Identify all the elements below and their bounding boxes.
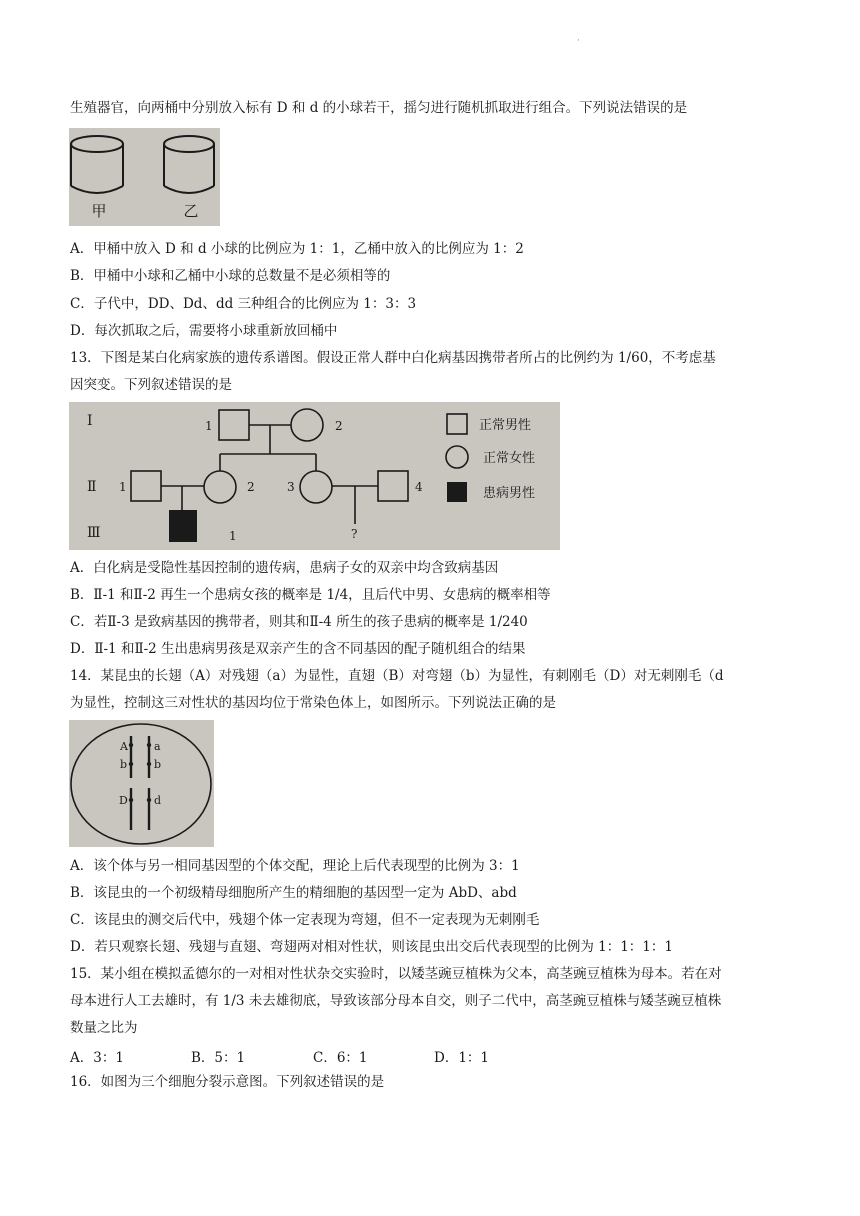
gen2-number-4: 4 (415, 480, 423, 494)
q15-option-a: A．3：1 (70, 1050, 124, 1066)
q14-chromosome-figure (69, 720, 214, 847)
q13-option-b: B．Ⅱ-1 和Ⅱ-2 再生一个患病女孩的概率是 1/4，且后代中男、女患病的概率相等 (70, 587, 551, 603)
legend-normal-female: 正常女性 (483, 451, 536, 466)
q13-option-d: D．Ⅱ-1 和Ⅱ-2 生出患病男孩是双亲产生的含不同基因的配子随机组合的结果 (70, 641, 526, 657)
q14-option-a: A．该个体与另一相同基因型的个体交配，理论上后代表现型的比例为 3：1 (70, 858, 520, 874)
q15-stem-line3: 数量之比为 (70, 1020, 138, 1036)
gen2-number-1: 1 (119, 480, 127, 494)
q13-option-c: C．若Ⅱ-3 是致病基因的携带者，则其和Ⅱ-4 所生的孩子患病的概率是 1/240 (70, 614, 528, 630)
q12-option-b: B．甲桶中小球和乙桶中小球的总数量不是必须相等的 (70, 268, 391, 284)
q13-stem-line2: 因突变。下列叙述错误的是 (70, 377, 232, 393)
allele-d: d (154, 794, 162, 807)
unknown-child-mark: ? (351, 527, 358, 541)
q13-option-a: A．白化病是受隐性基因控制的遗传病，患病子女的双亲中均含致病基因 (70, 560, 499, 576)
gen1-number-1: 1 (205, 419, 213, 433)
q12-option-c: C．子代中，DD、Dd、dd 三种组合的比例应为 1：3：3 (70, 296, 417, 312)
gen3-number-1: 1 (229, 529, 237, 543)
q15-option-b: B．5：1 (191, 1050, 246, 1066)
gen-label-3: Ⅲ (87, 525, 101, 541)
q14-stem-line1: 14．某昆虫的长翅（A）对残翅（a）为显性，直翅（B）对弯翅（b）为显性，有刺刚毛（D）对无刺刚毛（d (70, 668, 724, 684)
q15-stem-line1: 15．某小组在模拟孟德尔的一对相对性状杂交实验时，以矮茎豌豆植株为父本，高茎豌豆植株为母本。若在对 (70, 966, 722, 982)
q14-option-b: B．该昆虫的一个初级精母细胞所产生的精细胞的基因型一定为 AbD、abd (70, 885, 517, 901)
header-mark: · (577, 36, 580, 46)
bucket-label-jia: 甲 (91, 202, 107, 220)
allele-a: a (154, 740, 161, 753)
q16-stem: 16．如图为三个细胞分裂示意图。下列叙述错误的是 (70, 1074, 385, 1090)
gen2-number-3: 3 (287, 480, 295, 494)
q12-stem-tail: 生殖器官，向两桶中分别放入标有 D 和 d 的小球若干，摇匀进行随机抓取进行组合。下列说法错误的是 (70, 100, 688, 116)
gen1-number-2: 2 (335, 419, 343, 433)
q12-bucket-figure (69, 128, 220, 226)
q12-option-d: D．每次抓取之后，需要将小球重新放回桶中 (70, 323, 338, 339)
q13-pedigree-figure (69, 402, 560, 550)
allele-b-left: b (120, 758, 128, 771)
q15-options-row (70, 1046, 795, 1064)
q14-option-c: C．该昆虫的测交后代中，残翅个体一定表现为弯翅，但不一定表现为无刺刚毛 (70, 912, 540, 928)
legend-affected-male-icon (447, 482, 467, 502)
q14-stem-line2: 为显性，控制这三对性状的基因均位于常染色体上，如图所示。下列说法正确的是 (70, 695, 556, 711)
q13-stem-line1: 13．下图是某白化病家族的遗传系谱图。假设正常人群中白化病基因携带者所占的比例约为 1/60，不考虑基 (70, 350, 716, 366)
legend-normal-male: 正常男性 (479, 418, 532, 433)
allele-D: D (119, 794, 128, 807)
gen-label-1: Ⅰ (87, 413, 93, 429)
q14-option-d: D．若只观察长翅、残翅与直翅、弯翅两对相对性状，则该昆虫出交后代表现型的比例为 1：1：1：1 (70, 939, 673, 955)
q15-stem-line2: 母本进行人工去雄时，有 1/3 未去雄彻底，导致该部分母本自交，则子二代中，高茎豌豆植株与矮茎豌豆植株 (70, 993, 722, 1009)
legend-affected-male: 患病男性 (483, 486, 536, 501)
gen2-number-2: 2 (247, 480, 255, 494)
q15-option-c: C．6：1 (313, 1050, 368, 1066)
bucket-label-yi: 乙 (183, 202, 199, 220)
allele-b-right: b (154, 758, 162, 771)
gen-label-2: Ⅱ (87, 479, 97, 495)
q12-option-a: A．甲桶中放入 D 和 d 小球的比例应为 1：1，乙桶中放入的比例应为 1：2 (70, 241, 524, 257)
q15-option-d: D．1：1 (434, 1050, 490, 1066)
allele-A: A (120, 740, 128, 753)
